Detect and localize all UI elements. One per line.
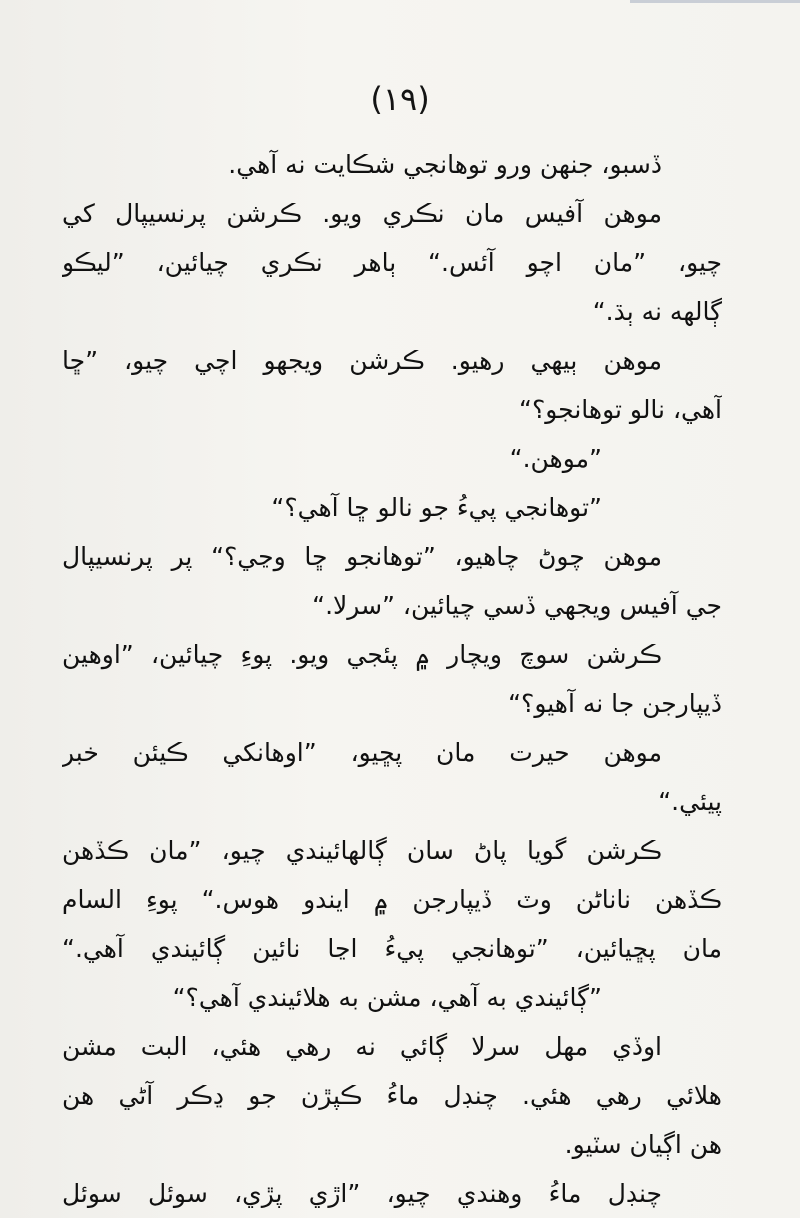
text-line: ڪڏهن ناناڻن وٽ ڏيپارجن ۾ ايندو هوس.“ پوءِ السام (62, 885, 722, 914)
text-line: اوڏي مهل سرلا ڳائي نه رهي هئي، البت مشن (62, 1032, 662, 1061)
text-line: هلائي رهي هئي. چنڊل ماءُ ڪپڙن جو ڍڪر آڻي هن (62, 1081, 722, 1110)
text-line: ڏيپارجن جا نه آهيو؟“ (508, 689, 722, 718)
text-line: ڏسبو، جنهن ورو توهانجي شڪايت نه آهي. (228, 150, 662, 179)
text-line: ”ڳائيندي به آهي، مشن به هلائيندي آهي؟“ (172, 983, 602, 1012)
scan-edge-rule (630, 0, 800, 3)
text-line: مان پڇيائين، ”توهانجي پيءُ اڃا نائين ڳائيندي آهي.“ (62, 934, 722, 963)
text-line: ڪرشن گويا پاڻ سان ڳالهائيندي چيو، ”مان ڪڏهن (62, 836, 662, 865)
text-line: موهن چوڻ چاهيو، ”توهانجو ڇا وڃي؟“ پر پرنسيپال (62, 542, 662, 571)
text-line: پيئي.“ (658, 787, 722, 816)
text-line: چنڊل ماءُ وهندي چيو، ”اڙي پڙي، سوئل سوئل (62, 1179, 662, 1208)
text-line: ”موهن.“ (509, 444, 602, 473)
text-line: چيو، ”مان اچو آئس.“ ٻاهر نڪري چيائين، ”ليڪو (62, 248, 722, 277)
text-line: موهن حيرت مان پڇيو، ”اوهانکي ڪيئن خبر (62, 738, 662, 767)
text-line: ڪرشن سوچ ويچار ۾ پئجي ويو. پوءِ چيائين، ”اوهين (62, 640, 662, 669)
page-body-text (62, 140, 722, 1218)
text-line: موهن آفيس مان نڪري ويو. ڪرشن پرنسيپال کي (62, 199, 662, 228)
text-line: آهي، نالو توهانجو؟“ (519, 395, 722, 424)
text-line: ”توهانجي پيءُ جو نالو ڇا آهي؟“ (271, 493, 602, 522)
text-line: هن اڳيان سٽيو. (564, 1130, 722, 1159)
text-line: جي آفيس ويجهي ڏسي چيائين، ”سرلا.“ (312, 591, 722, 620)
text-line: موهن ٻيهي رهيو. ڪرشن ويجهو اچي چيو، ”ڇا (62, 346, 662, 375)
page-number: (١٩) (370, 80, 430, 118)
text-line: ڳالهه نه ٻڌ.“ (592, 297, 722, 326)
